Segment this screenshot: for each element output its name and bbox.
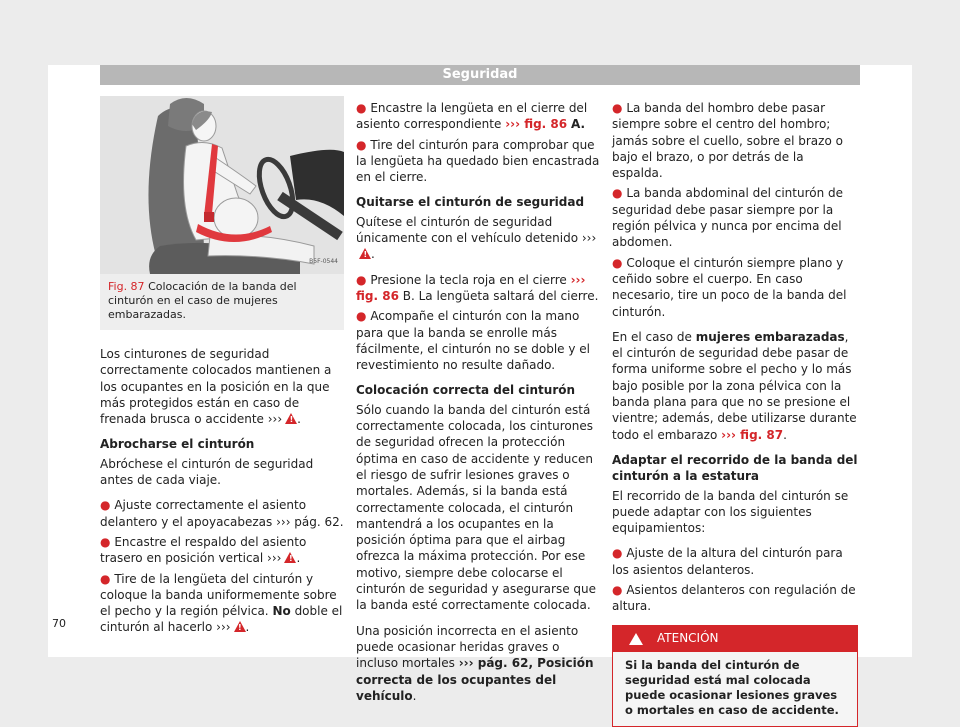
bullet-item: ● Encastre la lengüeta en el cierre del asiento correspondiente ››› fig. 86 A. <box>356 101 588 132</box>
pregnant-seatbelt-illustration <box>100 96 344 274</box>
warning-icon <box>285 413 297 424</box>
bullet-item: ● Asientos delanteros con regulación de altura. <box>612 583 856 614</box>
column-1 <box>100 96 344 640</box>
bullet-item: ● Encastre el respaldo del asiento trasero en posición vertical ›››! . <box>100 534 344 567</box>
warning-icon <box>234 621 246 632</box>
warning-box <box>612 625 858 727</box>
column-2 <box>356 100 600 713</box>
bullet-item: ● Coloque el cinturón siempre plano y ceñido sobre el cuerpo. En caso necesario, tire un poco de la banda del cinturón. <box>612 255 847 319</box>
paragraph-embarazadas: En el caso de mujeres embarazadas, el cinturón de seguridad debe pasar de forma uniforme sobre el pecho y lo más bajo posible por la zona pélvica con la banda plana para que no se presione el vientre; además, debe utilizarse durante todo el embarazo ››› fig. 87. <box>612 329 857 442</box>
figure-link[interactable]: ››› fig. 86 <box>356 272 586 303</box>
figure-link[interactable]: ››› fig. 87 <box>721 427 784 442</box>
warning-icon <box>629 633 643 645</box>
figure-code: B5F-0544 <box>309 257 338 265</box>
figure-illustration <box>100 96 344 274</box>
bullet-item: ● La banda abdominal del cinturón de seguridad debe pasar siempre por la región pélvica y nunca por encima del abdomen. <box>612 186 844 250</box>
heading-adaptar: Adaptar el recorrido de la banda del cinturón a la estatura <box>612 452 858 484</box>
paragraph-colocacion: Sólo cuando la banda del cinturón está correctamente colocada, los cinturones de seguridad ofrecen la protección óptima en caso de accidente y reducen el riesgo de sufrir lesiones graves o mortales. Además, si la banda está correctamente colocada, el cinturón mantendrá a los ocupantes en la posición óptima para que el airbag ofrezca la máxima protección. Por ese motivo, siempre debe colocarse el cinturón de seguridad y asegurarse que la banda esté correctamente colocada. <box>356 402 597 613</box>
figure-caption <box>100 274 344 330</box>
figure-link[interactable]: ››› fig. 86 <box>505 117 568 132</box>
warning-icon <box>359 248 371 259</box>
bullet-item: ● Tire del cinturón para comprobar que la lengüeta ha quedado bien encastrada en el cierre. <box>356 137 600 185</box>
intro-paragraph: Los cinturones de seguridad correctamente colocados mantienen a los ocupantes en la posición en la que más protegidos están en caso de frenada brusca o accidente ›››! . <box>100 346 344 427</box>
bullet-item: ● Presione la tecla roja en el cierre ››› fig. 86 B. La lengüeta saltará del cierre. <box>356 272 599 303</box>
bullet-item: ● Ajuste correctamente el asiento delantero y el apoyacabezas ››› pág. 62. <box>100 498 344 529</box>
column-3 <box>612 100 858 727</box>
paragraph-quitarse: Quítese el cinturón de seguridad únicamente con el vehículo detenido ›››!. <box>356 214 600 263</box>
page-link[interactable]: ››› pág. 62, Posición correcta de los ocupantes del vehículo <box>356 656 594 703</box>
warning-title: ATENCIÓN <box>657 631 719 646</box>
heading-colocacion: Colocación correcta del cinturón <box>356 383 576 398</box>
warning-text: Si la banda del cinturón de seguridad está mal colocada puede ocasionar lesiones graves o mortales en caso de accidente. <box>613 652 857 726</box>
bullet-item: ● Acompañe el cinturón con la mano para que la banda se enrolle más fácilmente, el cinturón no se doble y el revestimiento no resulte dañado. <box>356 309 590 373</box>
paragraph-adaptar: El recorrido de la banda del cinturón se puede adaptar con los siguientes equipamientos: <box>612 488 849 536</box>
heading-quitarse: Quitarse el cinturón de seguridad <box>356 195 585 210</box>
warning-icon <box>284 552 296 563</box>
page-number: 70 <box>52 617 66 630</box>
bullet-item: ● La banda del hombro debe pasar siempre sobre el centro del hombro; jamás sobre el cuello, sobre el brazo o bajo el brazo, o por detrás de la espalda. <box>612 101 843 181</box>
bullet-item: ● Ajuste de la altura del cinturón para los asientos delanteros. <box>612 546 843 577</box>
figure-caption-text: Colocación de la banda del cinturón en el caso de mujeres embarazadas. <box>108 280 297 321</box>
bullet-item: ● Tire de la lengüeta del cinturón y coloque la banda uniformemente sobre el pecho y la región pélvica. No doble el cinturón al hacerlo ›››! . <box>100 571 344 636</box>
section-header: Seguridad <box>100 65 860 85</box>
paragraph-posicion: Una posición incorrecta en el asiento puede ocasionar heridas graves o incluso mortales ››› pág. 62, Posición correcta de los ocupantes del vehículo. <box>356 623 594 703</box>
heading-abrocharse: Abrocharse el cinturón <box>100 437 255 452</box>
paragraph-abrocharse: Abróchese el cinturón de seguridad antes de cada viaje. <box>100 456 314 488</box>
warning-header <box>613 626 857 652</box>
figure-number: Fig. 87 <box>108 280 145 293</box>
